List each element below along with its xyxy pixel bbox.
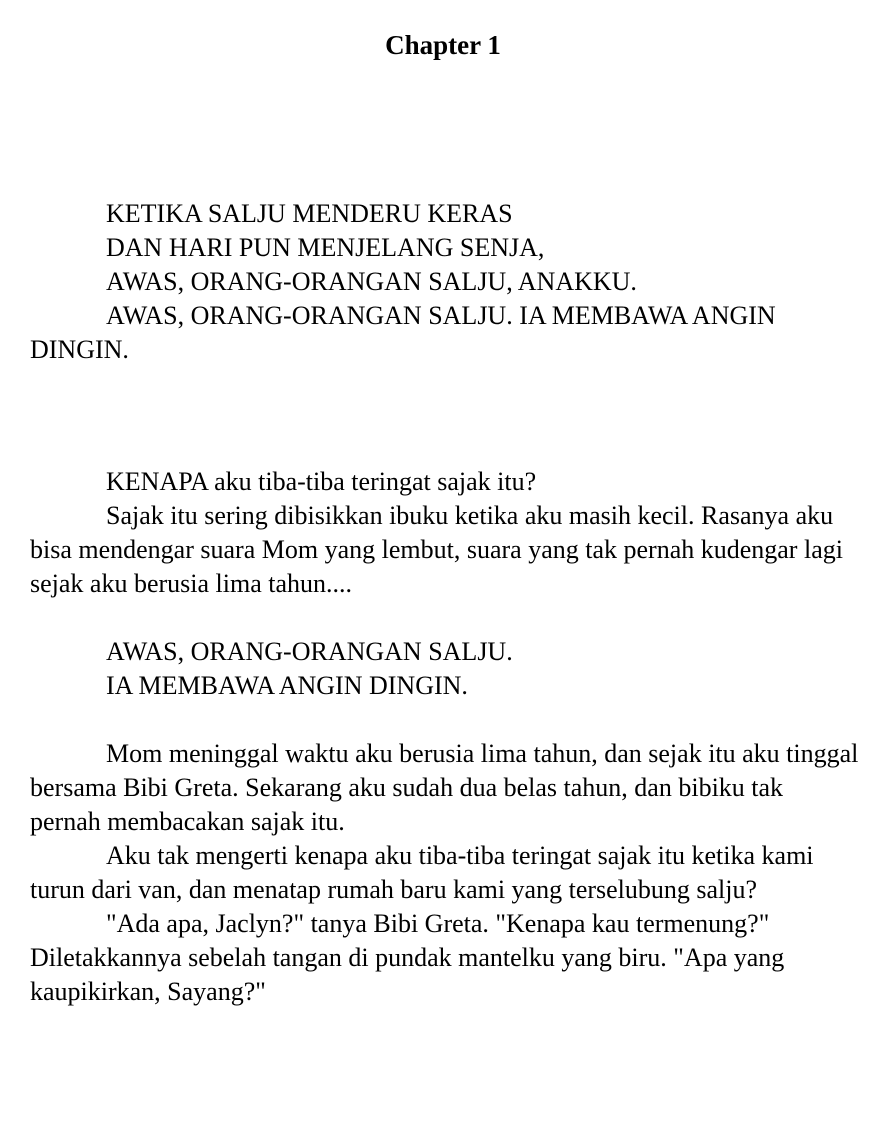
poem-line: AWAS, ORANG-ORANGAN SALJU. IA MEMBAWA ANGIN DINGIN. — [30, 301, 776, 364]
opening-poem — [30, 197, 860, 367]
spacer — [30, 601, 860, 635]
poem-line: AWAS, ORANG-ORANGAN SALJU, ANAKKU. — [106, 267, 637, 296]
paragraph: Aku tak mengerti kenapa aku tiba-tiba teringat sajak itu ketika kami turun dari van, dan menatap rumah baru kami yang terselubung salju? — [30, 841, 814, 904]
chapter-title: Chapter 1 — [385, 30, 501, 60]
poem-line: AWAS, ORANG-ORANGAN SALJU. — [106, 637, 513, 666]
story-text — [30, 465, 860, 1009]
paragraph: "Ada apa, Jaclyn?" tanya Bibi Greta. "Kenapa kau termenung?" Diletakkannya sebelah tangan di pundak mantelku yang biru. "Apa yang kaupikirkan, Sayang?" — [30, 909, 785, 1006]
poem-line: KETIKA SALJU MENDERU KERAS — [106, 199, 513, 228]
poem-line: DAN HARI PUN MENJELANG SENJA, — [106, 233, 545, 262]
paragraph: Sajak itu sering dibisikkan ibuku ketika aku masih kecil. Rasanya aku bisa mendengar suara Mom yang lembut, suara yang tak pernah kudengar lagi sejak aku berusia lima tahun.... — [30, 501, 843, 598]
paragraph: Mom meninggal waktu aku berusia lima tahun, dan sejak itu aku tinggal bersama Bibi Greta. Sekarang aku sudah dua belas tahun, dan bibiku tak pernah membacakan sajak itu. — [30, 739, 859, 836]
spacer — [30, 703, 860, 737]
poem-line: IA MEMBAWA ANGIN DINGIN. — [106, 671, 468, 700]
paragraph: KENAPA aku tiba-tiba teringat sajak itu? — [106, 467, 537, 496]
